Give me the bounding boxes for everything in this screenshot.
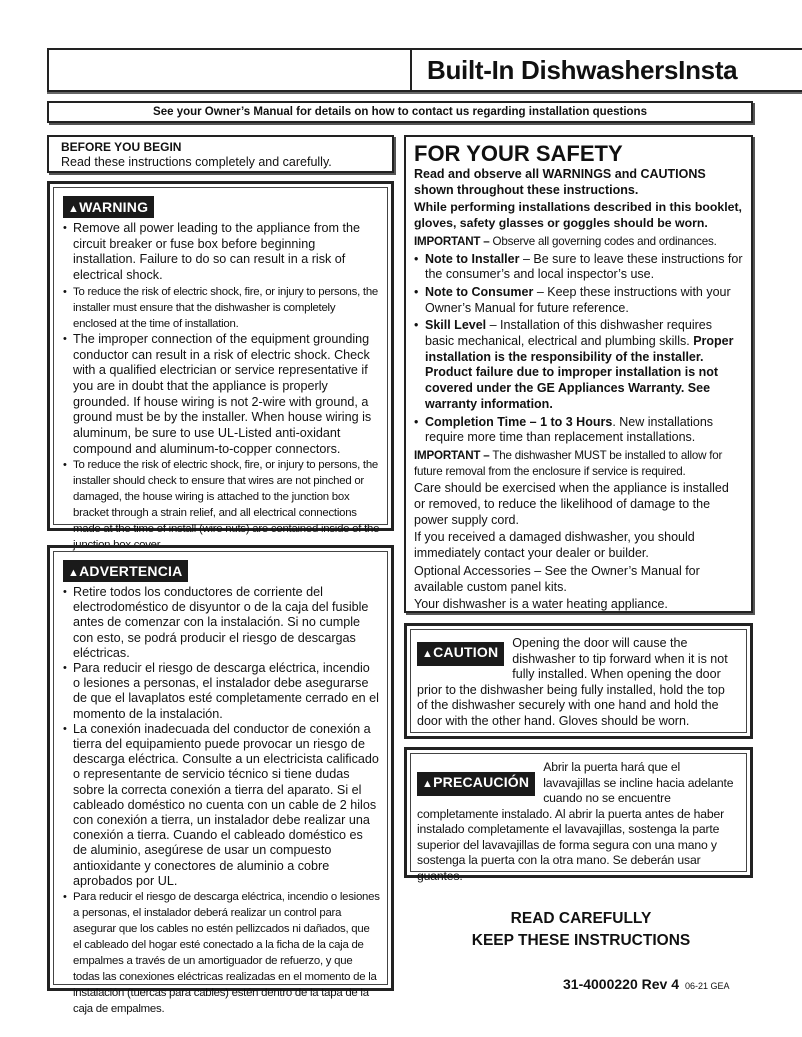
safety-item: • Skill Level – Installation of this dishwasher requires basic mechanical, electrical and plumbing skills. Proper installation is the responsibility of the installer. Product failure due to improper installation is not covered under the GE Appliances Warranty. See warranty information. (414, 318, 743, 412)
warning-triangle-icon: ▲ (68, 567, 80, 579)
safety-p1: Read and observe all WARNINGS and CAUTIONS shown throughout these instructions. (414, 167, 706, 197)
safety-item: • Completion Time – 1 to 3 Hours. New installations require more time than replacement installations. (414, 415, 743, 446)
warning-triangle-icon: ▲ (422, 648, 434, 660)
advertencia-box (47, 545, 394, 1016)
warning-triangle-icon: ▲ (422, 778, 434, 790)
safety-title: FOR YOUR SAFETY (414, 141, 623, 166)
caution-text: Opening the door will cause the dishwasher to tip forward when it is not fully installed. When opening the door prior to the dishwasher being fully installed, hold the top of the dishwasher securely with one hand and hold the door with the other hand. Gloves should be worn. (417, 636, 728, 728)
safety-p4: If you received a damaged dishwasher, you should immediately contact your dealer or builder. (414, 530, 695, 561)
before-title: BEFORE YOU BEGIN (61, 140, 182, 154)
warning-item: • To reduce the risk of electric shock, fire, or injury to persons, the installer should check to ensure that wires are not pinched or damaged, the house wiring is attached to the junction box bracket through a strain relief, and all electrical connections made at the time of install (wire nuts) are contained inside of the junction box cover. (63, 457, 380, 553)
safety-p3: Care should be exercised when the appliance is installed or removed, to reduce the likelihood of damage to the power supply cord. (414, 481, 729, 527)
warning-box (47, 181, 394, 552)
safety-item: • Note to Consumer – Keep these instructions with your Owner’s Manual for future reference. (414, 285, 743, 316)
advertencia-item: • Para reducir el riesgo de descarga eléctrica, incendio o lesiones a personas, el instalador debe asegurarse de que el lavaplatos esté completamente cerrado en el momento de la instalación. (63, 661, 380, 722)
document-date: 06-21 GEA (685, 981, 730, 991)
warning-badge: ▲WARNING (63, 196, 154, 218)
safety-important-2: IMPORTANT – The dishwasher MUST be installed to allow for future removal from the enclosure if service is required. (414, 448, 723, 478)
warning-triangle-icon: ▲ (68, 203, 80, 215)
advertencia-item: • Retire todos los conductores de corriente del electrodoméstico de disyuntor o de la caja del fusible antes de comenzar con la instalación. Si no cumple con esto, se podrá producir el riesgo de descargas eléctricas. (63, 585, 380, 661)
safety-item: • Note to Installer – Be sure to leave these instructions for the consumer’s and local inspector’s use. (414, 252, 743, 283)
safety-p6: Your dishwasher is a water heating appliance. (414, 597, 668, 612)
caution-badge: ▲CAUTION (417, 642, 504, 666)
contact-banner: See your Owner’s Manual for details on how to contact us regarding installation questions (47, 101, 753, 123)
page-header (47, 48, 802, 92)
safety-p2: While performing installations described in this booklet, gloves, safety glasses or goggles should be worn. (414, 200, 742, 231)
advertencia-item: • La conexión inadecuada del conductor de conexión a tierra del equipamiento puede provocar un riesgo de descarga eléctrica. Consulte a un electricista calificado o representante de servicio técnico si tiene dudas sobre la correcta conexión a tierra del aparato. Si el cableado doméstico no cuenta con un cable de 2 hilos con conexión a tierra, un instalador debe realizar una conexión a tierra. Cuando el cableado doméstico es de aluminio, asegúrese de usar un compuesto antioxidante y conectores de aluminio a cobre aprobados por UL. (63, 722, 380, 889)
safety-important-1: IMPORTANT – Observe all governing codes and ordinances. (414, 234, 717, 248)
warning-item: • Remove all power leading to the appliance from the circuit breaker or fuse box before beginning installation. Failure to do so can result in a risk of electrical shock. (63, 221, 380, 284)
safety-box (404, 135, 753, 613)
precaucion-text: Abrir la puerta hará que el lavavajillas se incline hacia adelante cuando no se encuentre completamente instalado. Al abrir la puerta antes de haber instalado completamente el lavavajillas, sostenga la parte superior del lavavajillas de forma segura con una mano y sostenga la puerta con la otra mano. Se deberán usar guantes. (417, 760, 734, 883)
safety-p5: Optional Accessories – See the Owner’s Manual for available custom panel kits. (414, 563, 700, 594)
document-footer (563, 976, 730, 994)
advertencia-badge: ▲ADVERTENCIA (63, 560, 188, 582)
warning-item: • To reduce the risk of electric shock, fire, or injury to persons, the installer must ensure that the dishwasher is completely enclosed at the time of installation. (63, 284, 380, 332)
header-divider (410, 50, 412, 90)
page-title: Built-In DishwashersInsta (427, 55, 738, 85)
warning-item: • The improper connection of the equipment grounding conductor can result in a risk of electric shock. Check with a qualified electrician or service representative if you are in doubt that the appliance is properly grounded. If house wiring is not 2-wire with ground, a ground must be by the installer. When house wiring is aluminum, be sure to use UL-Listed anti-oxidant compound and aluminum-to-copper connectors. (63, 332, 380, 458)
keep-instructions-line: KEEP THESE INSTRUCTIONS (471, 932, 691, 949)
document-number: 31-4000220 Rev 4 (563, 976, 679, 992)
caution-box (404, 623, 753, 739)
before-text: Read these instructions completely and carefully. (61, 155, 332, 169)
read-carefully-notice (404, 908, 758, 952)
before-you-begin (47, 135, 394, 173)
advertencia-item: • Para reducir el riesgo de descarga eléctrica, incendio o lesiones a personas, el instalador deberá realizar un control para asegurar que los cables no estén pellizcados ni dañados, que el cableado del hogar esté conectado a la ficha de la caja de empalmes a través de un amortiguador de refuerzo, y que todas las conexiones eléctricas realizadas en el momento de la instalación (tuercas para cables) estén dentro de la tapa de la caja de empalmes. (63, 889, 380, 1017)
read-carefully-line: READ CAREFULLY (510, 910, 652, 927)
precaucion-badge: ▲PRECAUCIÓN (417, 772, 535, 796)
precaucion-box (404, 747, 753, 883)
